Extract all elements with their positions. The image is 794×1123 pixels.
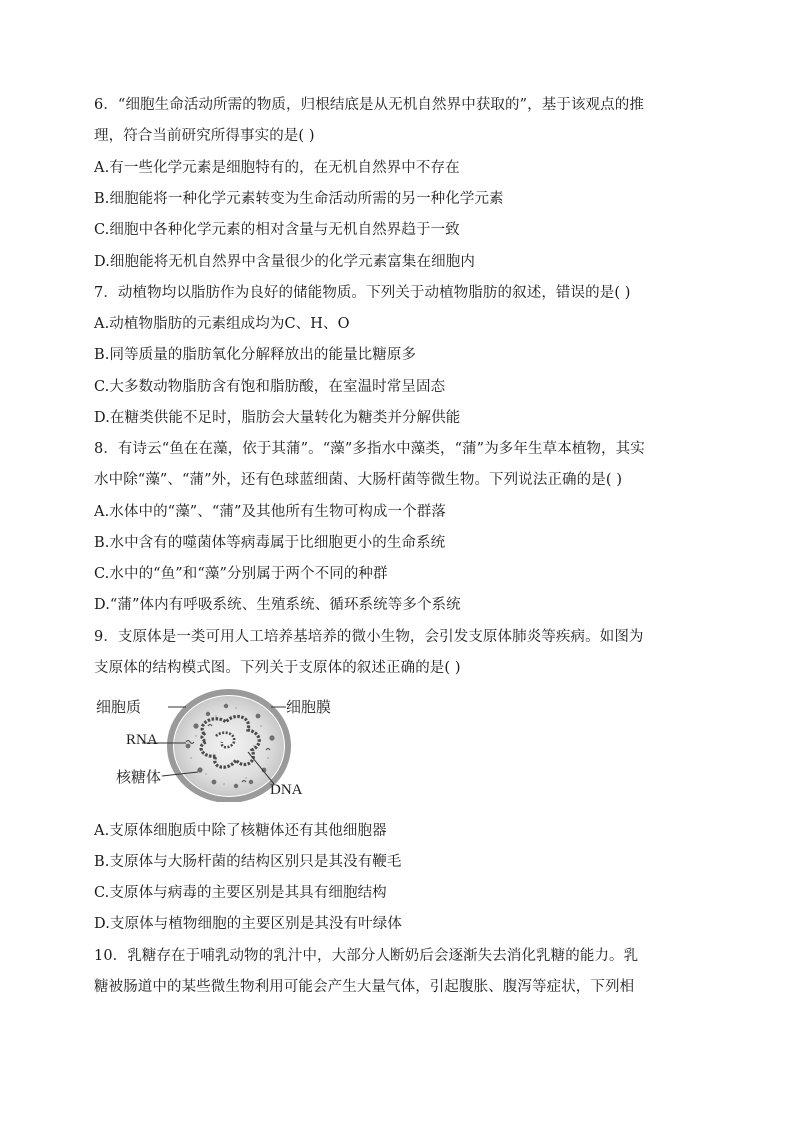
q6-option-c: C.细胞中各种化学元素的相对含量与无机自然界趋于一致 xyxy=(94,222,460,238)
q8-stem-line1: 8．有诗云“鱼在在藻，依于其蒲”。“藻”多指水中藻类，“蒲”为多年生草本植物，其实 xyxy=(94,441,645,457)
q7-option-d: D.在糖类供能不足时，脂肪会大量转化为糖类并分解供能 xyxy=(94,410,461,426)
label-cell-membrane: 细胞膜 xyxy=(286,698,332,716)
q9-option-c: C.支原体与病毒的主要区别是其具有细胞结构 xyxy=(94,885,387,901)
q6-stem-line2: 理，符合当前研究所得事实的是( ) xyxy=(94,128,315,144)
q8-option-d: D.“蒲”体内有呼吸系统、生殖系统、循环系统等多个系统 xyxy=(94,597,461,613)
q8-option-c: C.水中的“鱼”和“藻”分别属于两个不同的种群 xyxy=(94,566,388,582)
mycoplasma-diagram xyxy=(96,686,346,802)
q9-option-d: D.支原体与植物细胞的主要区别是其没有叶绿体 xyxy=(94,916,402,932)
label-ribosome: 核糖体 xyxy=(116,768,162,786)
q6-option-b: B.细胞能将一种化学元素转变为生命活动所需的另一种化学元素 xyxy=(94,191,504,207)
q6-option-a: A.有一些化学元素是细胞特有的，在无机自然界中不存在 xyxy=(94,160,460,176)
q7-stem-line1: 7．动植物均以脂肪作为良好的储能物质。下列关于动植物脂肪的叙述，错误的是( ) xyxy=(94,285,631,301)
q7-option-a: A.动植物脂肪的元素组成均为C、H、O xyxy=(94,316,350,332)
label-dna: DNA xyxy=(270,782,303,798)
q10-stem-line2: 糖被肠道中的某些微生物利用可能会产生大量气体，引起腹胀、腹泻等症状，下列相 xyxy=(94,979,635,995)
q9-option-b: B.支原体与大肠杆菌的结构区别只是其没有鞭毛 xyxy=(94,854,402,870)
q8-option-a: A.水体中的“藻”、“蒲”及其他所有生物可构成一个群落 xyxy=(94,504,446,520)
q7-option-b: B.同等质量的脂肪氧化分解释放出的能量比糖原多 xyxy=(94,347,417,363)
cytoplasm-area xyxy=(174,696,284,796)
q6-option-d: D.细胞能将无机自然界中含量很少的化学元素富集在细胞内 xyxy=(94,254,475,270)
q9-option-a: A.支原体细胞质中除了核糖体还有其他细胞器 xyxy=(94,823,387,839)
q8-stem-line2: 水中除“藻”、“蒲”外，还有色球蓝细菌、大肠杆菌等微生物。下列说法正确的是( ) xyxy=(94,472,623,488)
label-rna: RNA xyxy=(126,732,158,748)
q9-stem-line2: 支原体的结构模式图。下列关于支原体的叙述正确的是( ) xyxy=(94,660,461,676)
q9-stem-line1: 9．支原体是一类可用人工培养基培养的微小生物，会引发支原体肺炎等疾病。如图为 xyxy=(94,629,644,645)
q6-stem-line1: 6．“细胞生命活动所需的物质，归根结底是从无机自然界中获取的”，基于该观点的推 xyxy=(94,97,644,113)
label-cytoplasm: 细胞质 xyxy=(96,698,142,716)
q10-stem-line1: 10．乳糖存在于哺乳动物的乳汁中，大部分人断奶后会逐渐失去消化乳糖的能力。乳 xyxy=(94,948,639,964)
q8-option-b: B.水中含有的噬菌体等病毒属于比细胞更小的生命系统 xyxy=(94,535,446,551)
q7-option-c: C.大多数动物脂肪含有饱和脂肪酸，在室温时常呈固态 xyxy=(94,379,446,395)
